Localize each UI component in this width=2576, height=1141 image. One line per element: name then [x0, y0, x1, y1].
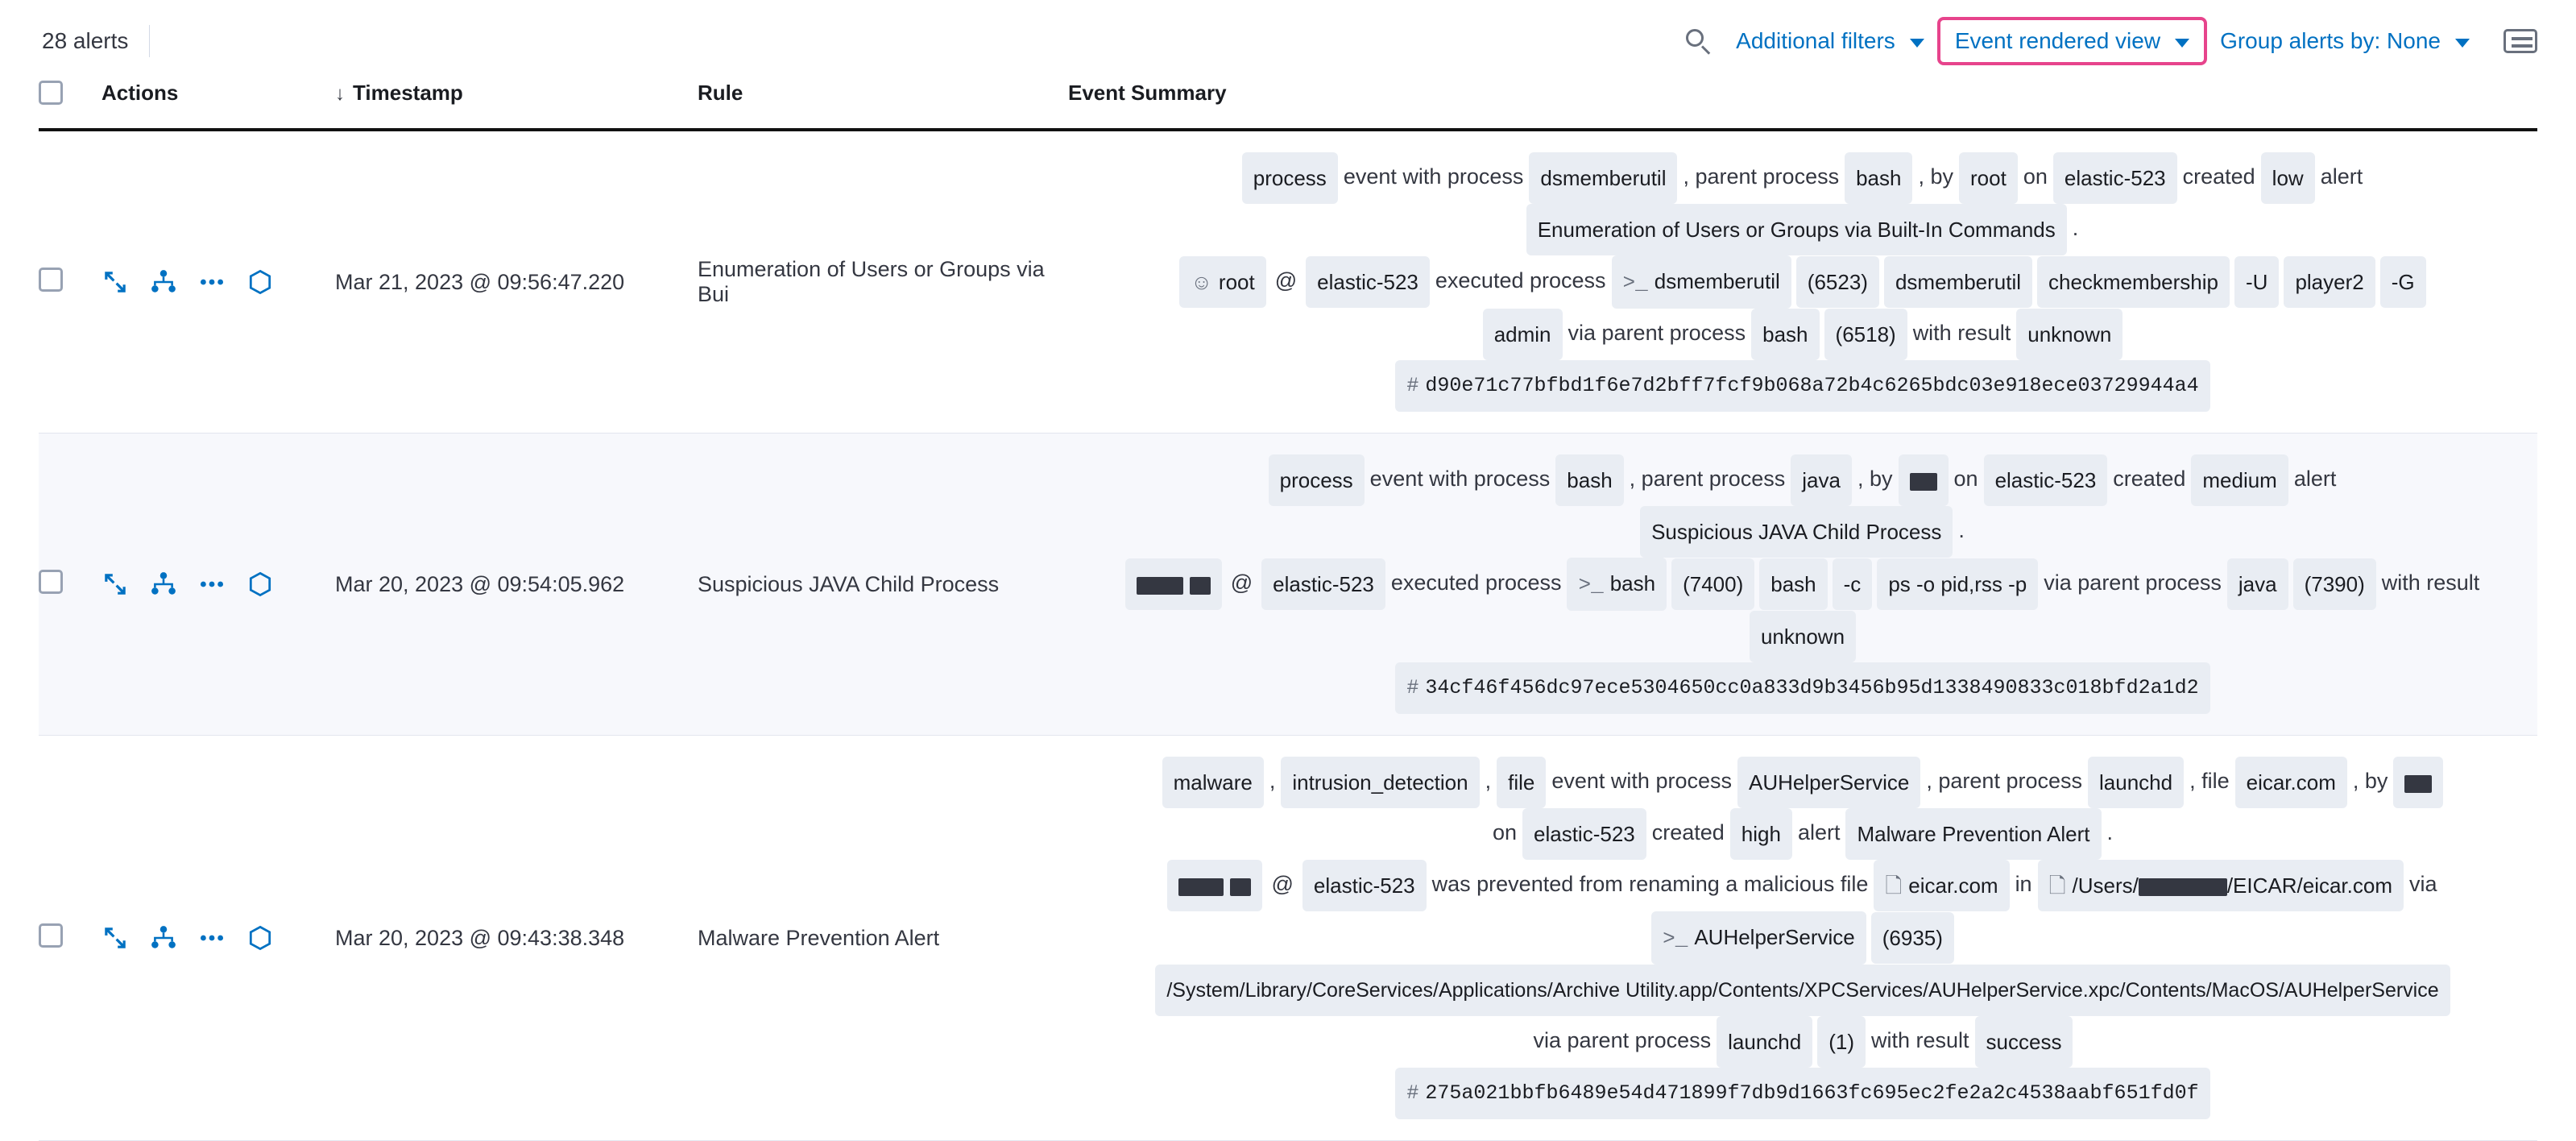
summary-chip-redacted-user[interactable] [1125, 558, 1222, 610]
summary-text: . [2072, 216, 2079, 241]
toolbar-divider [149, 25, 150, 57]
summary-line [1068, 506, 2537, 558]
summary-chip[interactable]: success [1975, 1016, 2073, 1068]
redacted-block [1137, 577, 1183, 595]
summary-chip[interactable]: -c [1833, 558, 1873, 610]
row-timestamp: Mar 20, 2023 @ 09:43:38.348 [335, 925, 625, 950]
summary-text: created [2182, 164, 2255, 189]
event-rendered-view-label: Event rendered view [1954, 28, 2161, 53]
summary-line [1068, 558, 2537, 611]
summary-text: , file [2189, 769, 2230, 794]
summary-text: created [1651, 820, 1725, 845]
row-select-checkbox[interactable] [39, 570, 63, 594]
sort-descending-icon: ↓ [335, 83, 345, 105]
summary-chip[interactable]: admin [1483, 309, 1563, 360]
keyboard-shortcuts-icon[interactable] [2504, 29, 2537, 53]
summary-text: created [2113, 467, 2186, 492]
summary-chip[interactable]: Malware Prevention Alert [1845, 808, 2101, 860]
expand-icon[interactable] [101, 924, 129, 952]
table-row[interactable] [39, 130, 2537, 434]
row-select-cell [39, 130, 101, 434]
summary-chip[interactable]: AUHelperService [1737, 757, 1920, 808]
summary-chip[interactable]: unknown [1750, 611, 1856, 662]
row-rule-name[interactable]: Suspicious JAVA Child Process [698, 571, 1000, 596]
summary-text: with result [2381, 570, 2480, 595]
alerts-table-head [39, 74, 2537, 130]
summary-chip[interactable]: root [1959, 152, 2018, 204]
summary-line [1068, 255, 2537, 309]
more-actions-icon[interactable] [198, 268, 226, 296]
redacted-block [1178, 878, 1224, 896]
summary-line [1068, 965, 2537, 1016]
row-timestamp: Mar 21, 2023 @ 09:56:47.220 [335, 269, 625, 294]
row-timestamp: Mar 20, 2023 @ 09:54:05.962 [335, 571, 625, 596]
summary-line [1068, 1068, 2537, 1119]
summary-chip[interactable]: (6523) [1796, 256, 1879, 308]
console-icon: >_ [1578, 573, 1604, 597]
session-view-icon[interactable] [246, 570, 274, 598]
summary-line [1068, 1016, 2537, 1068]
summary-chip[interactable]: high [1730, 808, 1792, 860]
summary-chip-file[interactable]: 🗋 eicar.com [1874, 860, 2009, 911]
summary-at-symbol: @ [1230, 570, 1253, 595]
inspect-search-button[interactable] [1673, 19, 1723, 63]
table-row[interactable] [39, 434, 2537, 736]
alert-count-label: 28 alerts [42, 28, 129, 53]
select-all-header [39, 74, 101, 130]
summary-chip-redacted-user[interactable] [2393, 757, 2443, 808]
redacted-block [1230, 878, 1251, 896]
group-alerts-by-label: Group alerts by: None [2220, 28, 2441, 53]
console-icon: >_ [1663, 927, 1688, 951]
summary-chip-hash[interactable]: # 34cf46f456dc97ece5304650cc0a833d9b3456b95d1338490833c018bfd2a1d2 [1395, 662, 2209, 714]
row-event-summary [1068, 130, 2537, 434]
event-rendered-summary [1068, 753, 2537, 1122]
search-plus-icon [1684, 27, 1712, 55]
summary-text: with result [1912, 321, 2011, 346]
row-rule-name[interactable]: Enumeration of Users or Groups via Bui [698, 257, 1045, 306]
summary-text: . [2106, 820, 2114, 845]
summary-text: , by [1918, 164, 1954, 189]
group-alerts-by-button[interactable] [2207, 20, 2483, 62]
summary-chip[interactable]: intrusion_detection [1281, 757, 1479, 808]
row-select-cell [39, 736, 101, 1141]
row-event-summary [1068, 434, 2537, 736]
summary-line [1068, 309, 2537, 360]
analyze-event-icon[interactable] [150, 924, 177, 952]
summary-text: executed process [1390, 570, 1562, 595]
row-select-cell [39, 434, 101, 736]
summary-text: , by [1857, 467, 1893, 492]
summary-chip[interactable]: ps -o pid,rss -p [1877, 558, 2038, 610]
redacted-block [1190, 577, 1211, 595]
document-icon: 🗋 [1885, 873, 1903, 898]
redacted-block [2404, 775, 2432, 793]
event-rendered-view-selector[interactable] [1937, 17, 2207, 65]
expand-icon[interactable] [101, 570, 129, 598]
folder-icon: 🗋 [2048, 873, 2066, 898]
row-select-checkbox[interactable] [39, 923, 63, 948]
summary-chip[interactable]: (6518) [1824, 309, 1907, 360]
summary-chip[interactable]: elastic-523 [1306, 256, 1430, 308]
additional-filters-button[interactable] [1723, 20, 1937, 62]
summary-text: on [1953, 467, 1978, 492]
summary-chip[interactable]: process [1269, 454, 1365, 506]
summary-chip[interactable]: elastic-523 [1302, 860, 1427, 911]
session-view-icon[interactable] [246, 924, 274, 952]
summary-chip-process[interactable]: >_ dsmemberutil [1612, 255, 1791, 309]
summary-text: , [1485, 769, 1492, 794]
summary-text: , parent process [1926, 769, 2082, 794]
event-rendered-summary [1068, 149, 2537, 415]
alerts-table [39, 74, 2537, 1141]
summary-chip[interactable]: Enumeration of Users or Groups via Built-In Commands [1526, 204, 2067, 255]
summary-text: event with process [1343, 164, 1524, 189]
summary-line [1068, 454, 2537, 506]
chevron-down-icon [2455, 39, 2470, 48]
summary-chip[interactable]: medium [2191, 454, 2288, 506]
summary-line [1068, 757, 2537, 808]
more-actions-icon[interactable] [198, 570, 226, 598]
column-header-actions[interactable]: Actions [101, 81, 179, 105]
column-header-event-summary[interactable]: Event Summary [1068, 81, 1227, 105]
summary-at-symbol: @ [1271, 872, 1294, 897]
row-rule-name[interactable]: Malware Prevention Alert [698, 925, 940, 950]
toolbar-right-group [1673, 17, 2537, 65]
summary-chip[interactable]: bash [1751, 309, 1819, 360]
summary-line [1068, 860, 2537, 911]
summary-chip[interactable]: dsmemberutil [1884, 256, 2032, 308]
summary-chip[interactable]: launchd [2088, 757, 2184, 808]
summary-chip-process[interactable]: >_ AUHelperService [1651, 911, 1866, 965]
alerts-table-body [39, 130, 2537, 1141]
summary-chip[interactable]: java [1791, 454, 1852, 506]
summary-chip-process[interactable]: >_ bash [1567, 558, 1667, 611]
summary-line [1068, 911, 2537, 965]
summary-chip[interactable]: player2 [2284, 256, 2375, 308]
summary-line [1068, 662, 2537, 714]
summary-chip[interactable]: malware [1162, 757, 1264, 808]
chevron-down-icon [1910, 39, 1924, 48]
expand-icon[interactable] [101, 268, 129, 296]
summary-chip[interactable]: elastic-523 [1984, 454, 2108, 506]
chevron-down-icon [2175, 39, 2189, 48]
summary-text: event with process [1369, 467, 1551, 492]
summary-text: on [1492, 820, 1517, 845]
analyze-event-icon[interactable] [150, 570, 177, 598]
row-actions-cell [101, 736, 335, 1141]
row-event-summary [1068, 736, 2537, 1141]
session-view-icon[interactable] [246, 268, 274, 296]
summary-chip[interactable]: checkmembership [2037, 256, 2230, 308]
summary-line [1068, 204, 2537, 255]
summary-chip[interactable]: bash [1759, 558, 1827, 610]
summary-chip[interactable]: -U [2234, 256, 2279, 308]
hash-icon: # [1406, 1081, 1419, 1105]
select-all-checkbox[interactable] [39, 81, 63, 105]
summary-chip[interactable]: -G [2380, 256, 2426, 308]
summary-text: via parent process [2044, 570, 2222, 595]
table-row[interactable] [39, 736, 2537, 1141]
summary-chip[interactable]: unknown [2016, 309, 2123, 360]
row-actions-cell [101, 434, 335, 736]
summary-chip[interactable]: elastic-523 [1522, 808, 1646, 860]
summary-text: , [1269, 769, 1276, 794]
summary-text: , parent process [1683, 164, 1840, 189]
redacted-block [1910, 473, 1937, 491]
summary-text: executed process [1435, 268, 1606, 293]
summary-text: event with process [1551, 769, 1732, 794]
row-actions-cell [101, 130, 335, 434]
summary-line [1068, 808, 2537, 860]
summary-chip[interactable]: dsmemberutil [1529, 152, 1677, 204]
summary-chip-redacted-user[interactable] [1167, 860, 1262, 911]
row-select-checkbox[interactable] [39, 268, 63, 292]
summary-chip[interactable]: process [1242, 152, 1338, 204]
summary-text: via parent process [1533, 1028, 1712, 1053]
summary-chip[interactable]: elastic-523 [2053, 152, 2177, 204]
summary-text: via [2409, 872, 2437, 897]
summary-chip-hash[interactable]: # d90e71c77bfbd1f6e7d2bff7fcf9b068a72b4c6265bdc03e918ece03729944a4 [1395, 360, 2209, 412]
redacted-block [2139, 878, 2227, 896]
summary-chip[interactable]: eicar.com [2235, 757, 2347, 808]
summary-chip[interactable]: file [1497, 757, 1546, 808]
summary-text: alert [2293, 467, 2337, 492]
summary-chip[interactable]: (6935) [1871, 912, 1954, 964]
summary-line [1068, 152, 2537, 204]
additional-filters-label: Additional filters [1736, 28, 1895, 53]
column-header-timestamp-label: Timestamp [353, 81, 463, 105]
column-header-rule[interactable]: Rule [698, 81, 743, 105]
summary-at-symbol: @ [1274, 268, 1298, 293]
summary-text: on [2023, 164, 2048, 189]
summary-chip-file-path[interactable]: 🗋 /Users/ /EICAR/eicar.com [2038, 860, 2404, 911]
summary-chip[interactable]: low [2261, 152, 2315, 204]
summary-text: with result [1871, 1028, 1969, 1053]
summary-text: via parent process [1568, 321, 1746, 346]
summary-chip[interactable]: (7390) [2293, 558, 2376, 610]
user-icon: ☺ [1191, 270, 1212, 294]
summary-text: was prevented from renaming a malicious file [1431, 872, 1869, 897]
column-header-timestamp[interactable] [335, 74, 698, 130]
summary-chip-redacted-user[interactable] [1899, 454, 1949, 506]
summary-line [1068, 360, 2537, 412]
analyze-event-icon[interactable] [150, 268, 177, 296]
summary-chip[interactable]: launchd [1717, 1016, 1812, 1068]
summary-line [1068, 611, 2537, 662]
summary-chip[interactable]: (1) [1817, 1016, 1866, 1068]
summary-chip-user[interactable]: ☺ root [1179, 256, 1265, 308]
summary-text: alert [1797, 820, 1841, 845]
summary-chip-hash[interactable]: # 275a021bbfb6489e54d471899f7db9d1663fc695ec2fe2a2c4538aabf651fd0f [1395, 1068, 2209, 1119]
summary-chip-executable-path[interactable]: /System/Library/CoreServices/Applications/Archive Utility.app/Contents/XPCServices/AUHelperService.xpc/Contents/MacOS/AUHelperService [1155, 965, 2450, 1016]
summary-text: , parent process [1629, 467, 1786, 492]
summary-chip[interactable]: elastic-523 [1261, 558, 1385, 610]
summary-chip[interactable]: Suspicious JAVA Child Process [1640, 506, 1953, 558]
summary-text: , by [2352, 769, 2388, 794]
summary-chip[interactable]: (7400) [1671, 558, 1754, 610]
summary-text: alert [2320, 164, 2363, 189]
summary-chip[interactable]: bash [1555, 454, 1623, 506]
summary-text: in [2015, 872, 2032, 897]
hash-icon: # [1406, 676, 1419, 699]
console-icon: >_ [1622, 271, 1648, 295]
alerts-toolbar [39, 0, 2537, 74]
summary-text: . [1958, 518, 1965, 543]
hash-icon: # [1406, 374, 1419, 397]
summary-chip[interactable]: java [2227, 558, 2288, 610]
more-actions-icon[interactable] [198, 924, 226, 952]
summary-chip[interactable]: bash [1845, 152, 1912, 204]
event-rendered-summary [1068, 451, 2537, 717]
